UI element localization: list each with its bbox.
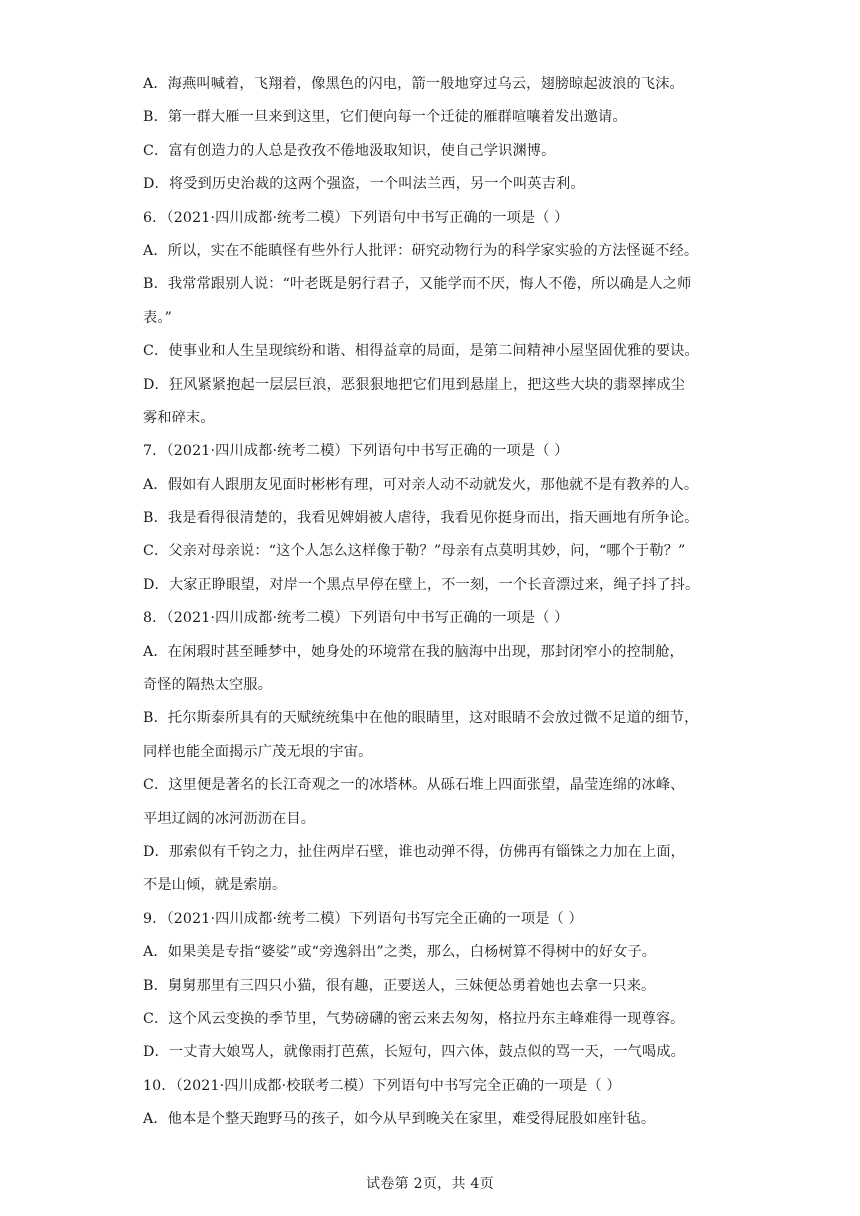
question-stem: 6．（2021·四川成都·统考二模）下列语句中书写正确的一项是（ ） — [143, 209, 569, 226]
text-line: B．托尔斯泰所具有的天赋统统集中在他的眼睛里，这对眼睛不会放过微不足道的细节， — [143, 710, 699, 727]
text-line: C．父亲对母亲说：“这个人怎么这样像于勒？”母亲有点莫明其妙，问，“哪个于勒？” — [143, 543, 686, 560]
question-stem: 8．（2021·四川成都·统考二模）下列语句中书写正确的一项是（ ） — [143, 610, 569, 627]
text-line: A．所以，实在不能瞋怪有些外行人批评：研究动物行为的科学家实验的方法怪诞不经。 — [143, 242, 699, 259]
text-line: 平坦辽阔的冰河沥沥在目。 — [143, 810, 316, 827]
text-line: A．如果美是专指“婆娑”或“旁逸斜出”之类，那么，白杨树算不得树中的好女子。 — [143, 944, 657, 961]
text-line: B．舅舅那里有三四只小猫，很有趣，正要送人，三妹便怂勇着她也去拿一只来。 — [143, 977, 656, 994]
text-line: B．我是看得很清楚的，我看见婢娟被人虐待，我看见你挺身而出，指天画地有所争论。 — [143, 510, 699, 527]
text-line: C．富有创造力的人总是孜孜不倦地汲取知识，使自己学识渊博。 — [143, 142, 556, 159]
question-stem: 9．（2021·四川成都·统考二模）下列语句书写完全正确的一项是（ ） — [143, 910, 583, 927]
text-line: D．狂风紧紧抱起一层层巨浪，恶狠狠地把它们甩到悬崖上，把这些大块的翡翠摔成尘 — [143, 376, 686, 393]
text-line: C．这里便是著名的长江奇观之一的冰塔林。从砾石堆上四面张望，晶莹连绵的冰峰、 — [143, 777, 685, 794]
text-line: D．将受到历史治裁的这两个强盗，一个叫法兰西，另一个叫英吉利。 — [143, 176, 585, 193]
question-content — [143, 68, 723, 1137]
text-line: D．一丈青大娘骂人，就像雨打芭蕉，长短句，四六体，鼓点似的骂一天，一气喝成。 — [143, 1044, 686, 1061]
page-footer: 试卷第 2页，共 4页 — [365, 1176, 494, 1192]
question-stem: 7．（2021·四川成都·统考二模）下列语句中书写正确的一项是（ ） — [143, 443, 569, 460]
text-line: B．第一群大雁一旦来到这里，它们便向每一个迁徒的雁群喧嚷着发出邀请。 — [143, 109, 627, 126]
text-line: 表。” — [143, 309, 172, 326]
text-line: 同样也能全面揭示广茂无垠的宇宙。 — [143, 743, 373, 760]
text-line: A．他本是个整天跑野马的孩子，如今从早到晚关在家里，难受得屁股如座针毡。 — [143, 1111, 656, 1128]
text-line: 不是山倾，就是索崩。 — [143, 877, 287, 894]
text-line: C．这个风云变换的季节里，气势磅礴的密云来去匆匆，格拉丹东主峰难得一现尊容。 — [143, 1010, 685, 1027]
text-line: A．海燕叫喊着，飞翔着，像黑色的闪电，箭一般地穿过乌云，翅膀晾起波浪的飞沫。 — [143, 76, 684, 92]
text-line: A．假如有人跟朋友见面时彬彬有理，可对亲人动不动就发火，那他就不是有教养的人。 — [143, 476, 699, 493]
text-line: D．大家正睁眼望，对岸一个黑点早停在壁上，不一刻，一个长音漂过来，绳子抖了抖。 — [143, 576, 700, 593]
text-line: 奇怪的隔热太空服。 — [143, 677, 273, 694]
text-line: C．使事业和人生呈现缤纷和谐、相得益章的局面，是第二间精神小屋坚固优雅的要诀。 — [143, 343, 699, 360]
text-line: B．我常常跟别人说：“叶老既是躬行君子，又能学而不厌，悔人不倦，所以确是人之师 — [143, 276, 692, 293]
question-stem: 10．（2021·四川成都·校联考二模）下列语句中书写完全正确的一项是（ ） — [143, 1077, 621, 1094]
text-line: 雾和碎末。 — [143, 409, 215, 426]
text-line: D．那索似有千钧之力，扯住两岸石壁，谁也动弹不得，仿佛再有锱铢之力加在上面， — [143, 843, 686, 860]
text-line: A．在闲瑕时甚至睡梦中，她身处的环境常在我的脑海中出现，那封闭窄小的控制舱， — [143, 643, 684, 660]
